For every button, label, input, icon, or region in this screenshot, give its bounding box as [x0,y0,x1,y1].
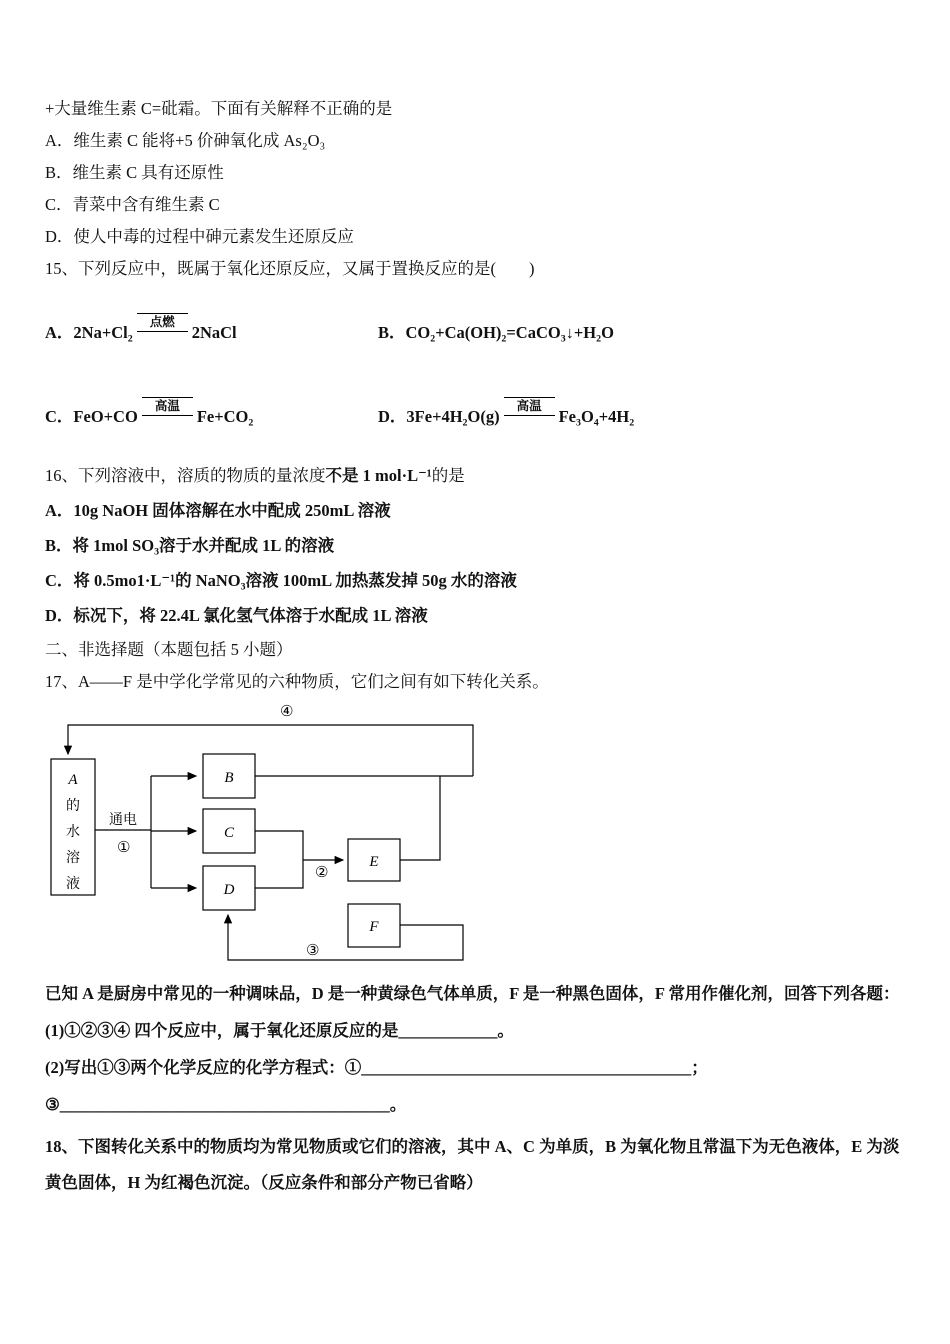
q16-option-d: D．标况下，将 22.4L 氯化氢气体溶于水配成 1L 溶液 [45,606,428,625]
q15-option-a [45,313,237,343]
q15-option-d-condition: 高温 [504,397,555,416]
q17-part-3: ③________________________________________。 [45,1095,407,1114]
q14-option-c: C．青菜中含有维生素 C [45,195,220,214]
box-e-label: E [369,854,379,870]
box-a-char-1: A [68,772,78,788]
box-d-label: D [223,882,235,898]
q16-stem-text: 16、下列溶液中，溶质的物质的量浓度 [45,466,326,485]
q15-stem: 15、下列反应中，既属于氧化还原反应，又属于置换反应的是( ) [45,259,535,278]
q16-option-a: A．10g NaOH 固体溶解在水中配成 250mL 溶液 [45,501,391,520]
q15-options-row-1 [45,285,905,359]
connector-e-out [400,776,440,860]
q17-flowchart [43,699,503,971]
q18-stem: 18、下图转化关系中的物质均为常见物质或它们的溶液，其中 A、C 为单质，B 为氧化物且常温下为无色液体，E 为淡黄色固体，H 为红褐色沉淀。（反应条件和部分产物已省略） [45,1137,900,1192]
q15-options-row-2 [45,359,905,443]
q15-option-a-reactants: A．2Na+Cl₂ [45,323,133,342]
label-reaction-2: ② [315,863,329,881]
q16-option-c: C．将 0.5mo1·L⁻¹的 NaNO₃溶液 100mL 加热蒸发掉 50g 水的溶液 [45,571,517,590]
q15-option-c [45,397,253,427]
q16-stem [45,459,905,493]
q15-option-c-reactants: C．FeO+CO [45,407,138,426]
q15-option-a-condition: 点燃 [137,313,188,332]
connector-c-d-join [255,831,303,888]
box-a-char-3: 水 [66,825,80,840]
connector-reaction-3-feedback [228,915,463,960]
label-reaction-3: ③ [306,941,320,959]
box-f-label: F [369,919,379,935]
q14-intro: +大量维生素 C=砒霜。下面有关解释不正确的是 [45,99,393,118]
q15-option-d [378,397,634,427]
q14-option-b: B．维生素 C 具有还原性 [45,163,224,182]
section-2-title: 二、非选择题（本题包括 5 小题） [45,640,293,659]
q15-option-c-condition: 高温 [142,397,193,416]
box-a-char-2: 的 [66,799,80,814]
q17-stem: 17、A——F 是中学化学常见的六种物质，它们之间有如下转化关系。 [45,672,549,691]
q14-option-a: A．维生素 C 能将+5 价砷氧化成 As₂O₃ [45,131,326,150]
q15-option-d-reactants: D．3Fe+4H₂O(g) [378,407,500,426]
q15-option-d-products: Fe₃O₄+4H₂ [558,407,635,426]
q16-stem-emphasis: 不是 1 mol·L⁻¹ [325,466,432,485]
q17-diagram [43,699,905,976]
q14-option-d: D．使人中毒的过程中砷元素发生还原反应 [45,227,354,246]
label-reaction-1: ① [117,838,131,856]
q15-option-a-products: 2NaCl [191,323,237,342]
q15-option-c-products: Fe+CO₂ [196,407,254,426]
label-reaction-4: ④ [280,702,294,720]
label-electrolysis: 通电 [109,813,137,828]
q17-known-facts: 已知 A 是厨房中常见的一种调味品，D 是一种黄绿色气体单质，F 是一种黑色固体，F 常用作催化剂，回答下列各题： [45,984,900,1003]
box-a-char-5: 液 [66,877,80,892]
q16-option-b: B．将 1mol SO₃溶于水并配成 1L 的溶液 [45,536,335,555]
q17-part-2: (2)写出①③两个化学反应的化学方程式：①________________________________________； [45,1058,708,1077]
q15-option-b: B．CO₂+Ca(OH)₂=CaCO₃↓+H₂O [378,323,614,342]
box-b-label: B [224,770,234,786]
box-a-char-4: 溶 [66,851,80,866]
q16-stem-tail: 的是 [431,466,465,485]
q17-part-1: (1)①②③④ 四个反应中，属于氧化还原反应的是____________。 [45,1021,514,1040]
connector-reaction-4-feedback [68,725,473,776]
box-c-label: C [223,825,235,841]
